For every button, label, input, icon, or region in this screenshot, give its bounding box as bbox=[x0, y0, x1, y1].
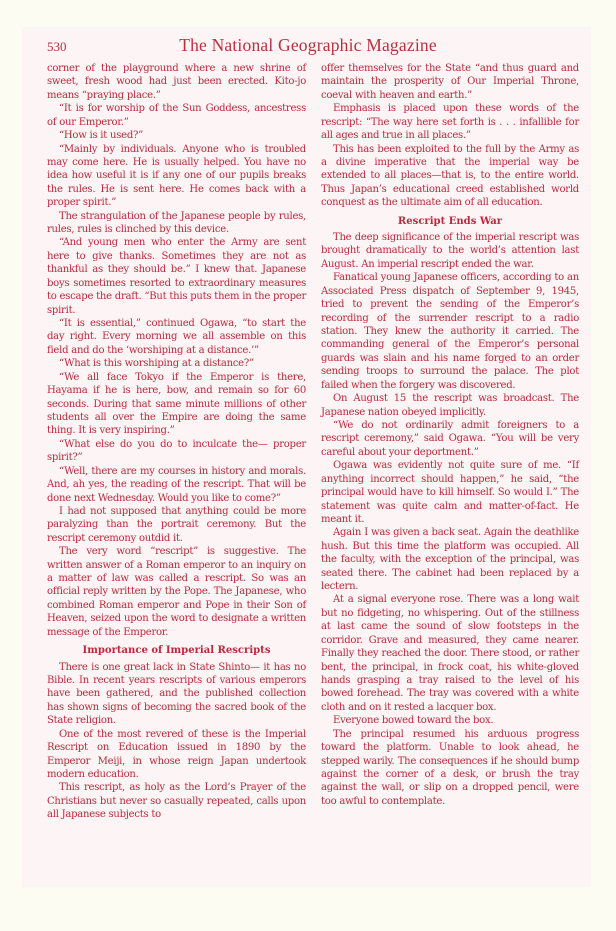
paragraph: “Well, there are my courses in history and morals. And, ah yes, the reading of the rescript. That will be done next Wednesday. Would you like to come?” bbox=[47, 465, 306, 504]
paragraph: “We all face Tokyo if the Emperor is there, Hayama if he is here, bow, and remain so for 60 seconds. During that same minute millions of other students all over the Empire are doing the same thing. It is very inspiring.” bbox=[47, 371, 306, 437]
paragraph: There is one great lack in State Shinto— it has no Bible. In recent years rescripts of various emperors have been gathered, and the published collection has shown signs of becoming the sacred book of the State religion. bbox=[47, 661, 306, 727]
paragraph: “What else do you do to inculcate the— proper spirit?” bbox=[47, 438, 306, 464]
paragraph: “What is this worshiping at a distance?” bbox=[59, 358, 254, 370]
paragraph: The strangulation of the Japanese people by rules, rules, rules is clinched by this device. bbox=[47, 210, 306, 236]
paragraph: “It is essential,” continued Ogawa, “to start the day right. Every morning we all assemble on this field and do the ‘worshiping at a distance.’” bbox=[47, 318, 306, 356]
paragraph: On August 15 the rescript was broadcast. The Japanese nation obeyed implicitly. bbox=[321, 393, 579, 418]
paragraph: Everyone bowed toward the box. bbox=[333, 715, 494, 727]
paragraph: The deep significance of the imperial rescript was brought dramatically to the world’s attention last August. An imperial rescript ended the war. bbox=[321, 232, 579, 270]
paragraph: Ogawa was evidently not quite sure of me. “If anything incorrect should happen,” he said, “the principal would have to kill himself. So would I.” The statement was quite calm and matter-of-fact. He meant it. bbox=[321, 460, 579, 525]
paragraph: Emphasis is placed upon these words of the rescript: “The way here set forth is . . . infallible for all ages and true in all places.” bbox=[321, 103, 579, 142]
paragraph: corner of the playground where a new shrine of sweet, fresh wood had just been erected. Kito-jo means “praying place.” bbox=[47, 63, 306, 101]
paragraph: “It is for worship of the Sun Goddess, ancestress of our Emperor.” bbox=[47, 103, 306, 128]
paragraph: This rescript, as holy as the Lord’s Prayer of the Christians but never so casually repeated, calls upon all Japanese subjects to bbox=[47, 782, 306, 821]
paragraph: Again I was given a back seat. Again the deathlike hush. But this time the platform was occupied. All the faculty, with the exception of the principal, was seated there. The cabinet had been replaced by a lectern. bbox=[321, 527, 579, 593]
section-heading: Rescript Ends War bbox=[397, 215, 503, 227]
paragraph: “And young men who enter the Army are sent here to give thanks. Sometimes they are not as thankful as they should be.” I knew that. Japanese boys sometimes resorted to extraordinary measures to escape the draft. “But this puts them in the proper spirit. bbox=[47, 237, 306, 316]
left-column bbox=[47, 62, 306, 822]
page-header bbox=[0, 0, 616, 60]
paragraph: This has been exploited to the full by the Army as a divine imperative that the imperial way be extended to all places—that is, to the entire world. Thus Japan’s educational creed established world conquest as the ultimate aim of all education. bbox=[321, 143, 579, 209]
paragraph: Fanatical young Japanese officers, according to an Associated Press dispatch of September 9, 1945, tried to prevent the sending of the Emperor’s recording of the surrender rescript to a radio station. They knew the authority it carried. The commanding general of the Emperor’s personal guards was slain and his name forged to an order sending troops to surround the palace. The plot failed when the forgery was discovered. bbox=[321, 272, 579, 391]
paragraph: At a signal everyone rose. There was a long wait but no fidgeting, no whispering. Out of the stillness at last came the sound of slow footsteps in the corridor. Grave and measured, they came nearer. Finally they reached the door. There stood, or rather bent, the principal, in frock coat, his white-gloved hands grasping a tray raised to the level of his bowed forehead. The tray was covered with a white cloth and on it rested a lacquer box. bbox=[321, 594, 579, 713]
section-heading: Importance of Imperial Rescripts bbox=[82, 645, 271, 657]
paragraph: “Mainly by individuals. Anyone who is troubled may come here. He is usually helped. You have no idea how useful it is if any one of our pupils breaks the rules. He is sent here. He comes back with a proper spirit.” bbox=[47, 143, 306, 209]
paragraph: The very word “rescript” is suggestive. The written answer of a Roman emperor to an inquiry on a matter of law was called a rescript. So was an official reply written by the Pope. The Japanese, who combined Roman emperor and Pope in their Son of Heaven, seized upon the word to designate a written message of the Emperor. bbox=[47, 546, 306, 638]
paragraph: “We do not ordinarily admit foreigners to a rescript ceremony,” said Ogawa. “You will be very careful about your deportment.” bbox=[321, 419, 579, 458]
paragraph: “How is it used?” bbox=[59, 130, 144, 142]
paragraph: I had not supposed that anything could be more paralyzing than the portrait ceremony. But the rescript ceremony outdid it. bbox=[47, 505, 306, 544]
running-title: The National Geographic Magazine bbox=[179, 35, 437, 55]
right-column bbox=[321, 62, 579, 808]
paragraph: offer themselves for the State “and thus guard and maintain the prosperity of Our Imperial Throne, coeval with heaven and earth.” bbox=[321, 63, 579, 101]
paragraph: One of the most revered of these is the Imperial Rescript on Education issued in 1890 by the Emperor Meiji, in whose reign Japan undertook modern education. bbox=[47, 728, 306, 780]
paragraph: The principal resumed his arduous progress toward the platform. Unable to look ahead, he stepped warily. The consequences if he should bump against the corner of a desk, or brush the tray against the wall, or slip on a dropped pencil, were too awful to contemplate. bbox=[321, 728, 579, 807]
page-number: 530 bbox=[47, 39, 67, 54]
